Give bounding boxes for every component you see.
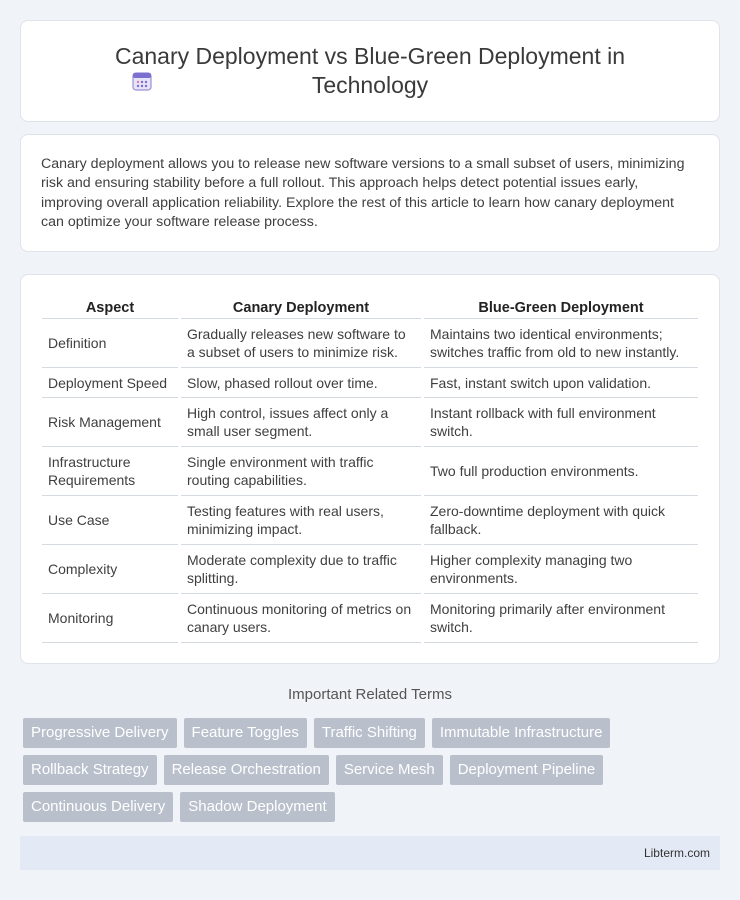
related-terms-list: [23, 718, 723, 822]
table-header-row: [42, 295, 698, 319]
related-term-tag[interactable]: Immutable Infrastructure: [432, 718, 611, 748]
page-title-wrap: [61, 42, 679, 100]
table-row: [42, 594, 698, 643]
intro-text: Canary deployment allows you to release new software versions to a small subset of users, minimizing risk and ensuring stability before a full rollout. This approach helps detect potential issues early, improving overall application reliability. Explore the rest of this article to learn how canary deployment can optimize your software release process.: [41, 156, 685, 231]
cell-aspect: Deployment Speed: [42, 368, 178, 398]
page-title: Canary Deployment vs Blue-Green Deployment in Technology: [114, 43, 626, 98]
cell-blue-green: Instant rollback with full environment switch.: [424, 398, 698, 447]
related-term-tag[interactable]: Continuous Delivery: [23, 792, 173, 822]
cell-blue-green: Zero-downtime deployment with quick fallback.: [424, 496, 698, 545]
footer-site-link[interactable]: Libterm.com: [643, 846, 710, 860]
cell-blue-green: Two full production environments.: [424, 447, 698, 496]
table-row: [42, 496, 698, 545]
table-row: [42, 368, 698, 398]
cell-canary: Slow, phased rollout over time.: [181, 368, 421, 398]
cell-canary: High control, issues affect only a small user segment.: [181, 398, 421, 447]
cell-aspect: Definition: [42, 319, 178, 368]
cell-blue-green: Maintains two identical environments; switches traffic from old to new instantly.: [424, 319, 698, 368]
cell-aspect: Infrastructure Requirements: [42, 447, 178, 496]
related-term-tag[interactable]: Progressive Delivery: [23, 718, 177, 748]
cell-aspect: Monitoring: [42, 594, 178, 643]
related-term-tag[interactable]: Feature Toggles: [184, 718, 307, 748]
table-row: [42, 398, 698, 447]
table-row: [42, 545, 698, 594]
related-term-tag[interactable]: Release Orchestration: [164, 755, 329, 785]
cell-canary: Gradually releases new software to a subset of users to minimize risk.: [181, 319, 421, 368]
related-term-tag[interactable]: Deployment Pipeline: [450, 755, 604, 785]
cell-aspect: Use Case: [42, 496, 178, 545]
intro-card: [20, 134, 720, 252]
cell-canary: Moderate complexity due to traffic splitting.: [181, 545, 421, 594]
cell-canary: Testing features with real users, minimizing impact.: [181, 496, 421, 545]
related-term-tag[interactable]: Shadow Deployment: [180, 792, 334, 822]
cell-canary: Continuous monitoring of metrics on canary users.: [181, 594, 421, 643]
comparison-table: [39, 295, 701, 643]
footer: [20, 836, 720, 870]
comparison-table-card: [20, 274, 720, 664]
header-aspect: Aspect: [42, 295, 178, 319]
related-term-tag[interactable]: Traffic Shifting: [314, 718, 425, 748]
calendar-icon: [131, 70, 153, 92]
cell-blue-green: Monitoring primarily after environment switch.: [424, 594, 698, 643]
header-canary: Canary Deployment: [181, 295, 421, 319]
cell-blue-green: Fast, instant switch upon validation.: [424, 368, 698, 398]
header-blue-green: Blue-Green Deployment: [424, 295, 698, 319]
table-row: [42, 319, 698, 368]
cell-aspect: Complexity: [42, 545, 178, 594]
related-term-tag[interactable]: Rollback Strategy: [23, 755, 157, 785]
cell-canary: Single environment with traffic routing capabilities.: [181, 447, 421, 496]
cell-aspect: Risk Management: [42, 398, 178, 447]
title-card: [20, 20, 720, 122]
table-row: [42, 447, 698, 496]
cell-blue-green: Higher complexity managing two environments.: [424, 545, 698, 594]
related-terms-title: Important Related Terms: [288, 686, 452, 703]
related-term-tag[interactable]: Service Mesh: [336, 755, 443, 785]
